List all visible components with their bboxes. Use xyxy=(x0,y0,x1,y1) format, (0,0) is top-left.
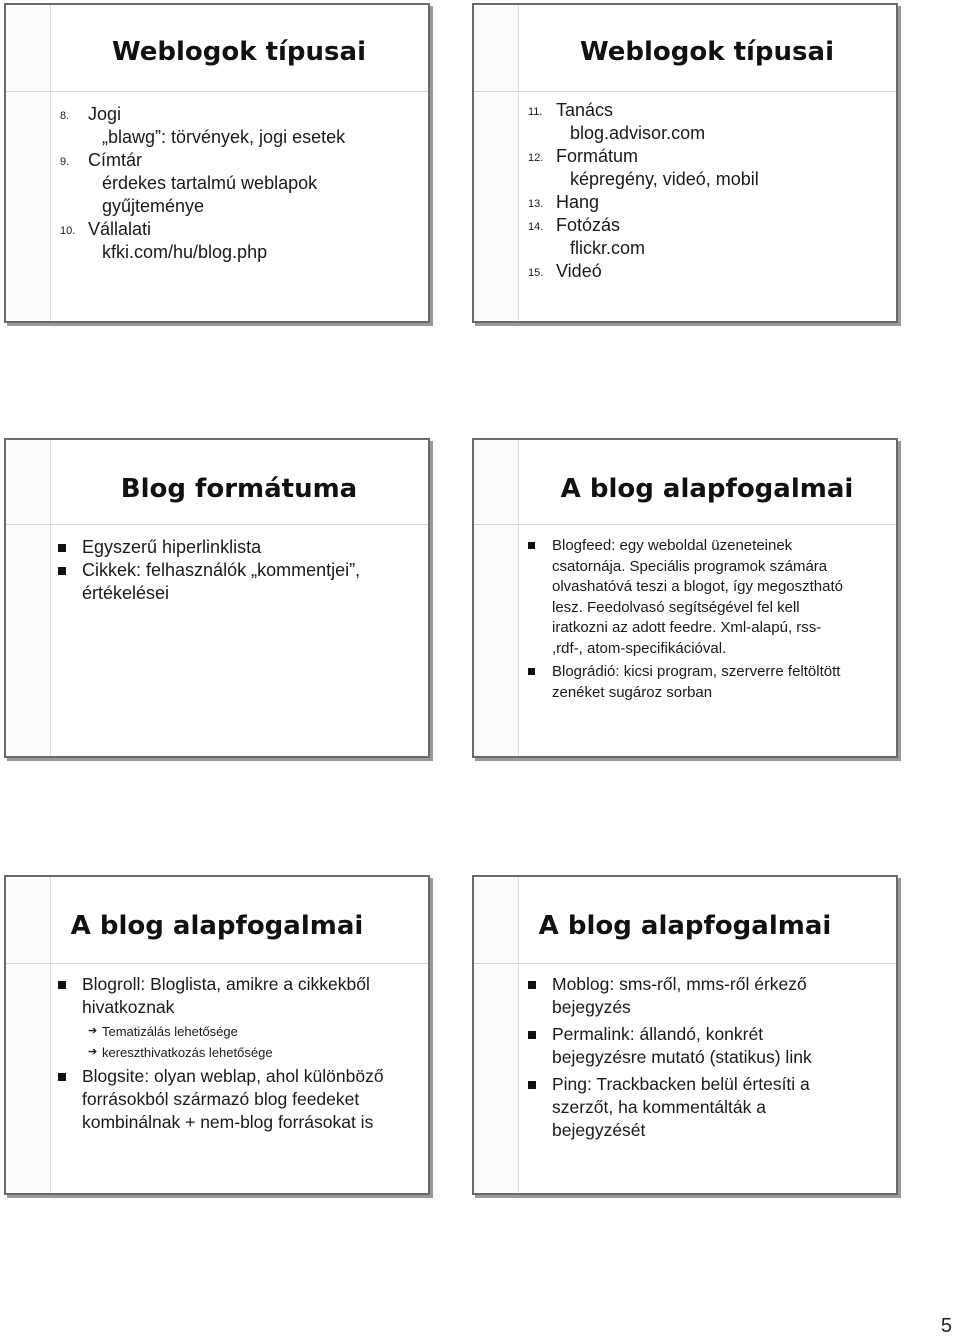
arrow-right-icon: ➔ xyxy=(88,1046,98,1058)
slide-blog-alapfogalmai-3 xyxy=(472,875,898,1195)
slide-title: A blog alapfogalmai xyxy=(70,911,364,941)
list-item: 15. Videó xyxy=(528,261,602,281)
list-item: 13. Hang xyxy=(528,192,600,212)
list-item: 11. Tanács blog.advisor.com xyxy=(528,100,706,143)
list-item: 10. Vállalati kfki.com/hu/blog.php xyxy=(60,219,268,262)
slide-title: Weblogok típusai xyxy=(580,37,834,67)
page-number: 5 xyxy=(940,1315,952,1337)
list-item: Cikkek: felhasználók „kommentjei”, értékelései xyxy=(58,559,414,605)
numbered-list xyxy=(60,103,414,264)
slide-weblogok-tipusai-1 xyxy=(4,3,430,323)
sub-arrow-list xyxy=(58,1021,414,1063)
slide-title: A blog alapfogalmai xyxy=(538,911,832,941)
list-item: 8. Jogi „blawg”: törvények, jogi esetek xyxy=(60,104,346,147)
list-item: Ping: Trackbacken belül értesíti a szerzőt, ha kommentálták a bejegyzését xyxy=(528,1073,882,1142)
list-item: Blogfeed: egy weboldal üzeneteinek csatornája. Speciális programok számára olvashatóvá teszi a blogot, így megosztható lesz. Feedolvasó segítségével fel kell iratkozni az adott feedre. Xml-alapú, rss- ,rdf-, atom-specifikációval. xyxy=(528,536,882,659)
bullet-square-icon xyxy=(58,567,66,575)
list-item: Egyszerű hiperlinklista xyxy=(58,536,414,559)
bullet-square-icon xyxy=(58,1073,66,1081)
bullet-square-icon xyxy=(58,544,66,552)
list-item: ➔ Tematizálás lehetősége xyxy=(88,1021,414,1042)
list-item: 14. Fotózás flickr.com xyxy=(528,215,646,258)
arrow-right-icon: ➔ xyxy=(88,1025,98,1037)
slide-blog-formatuma xyxy=(4,438,430,758)
list-item: Blográdió: kicsi program, szerverre feltöltött zenéket sugároz sorban xyxy=(528,662,882,703)
list-item: 12. Formátum képregény, videó, mobil xyxy=(528,146,759,189)
bullet-square-icon xyxy=(528,1031,536,1039)
bullet-list xyxy=(528,536,882,703)
list-item: 9. Címtár érdekes tartalmú weblapok gyűjteménye xyxy=(60,150,318,216)
bullet-square-icon xyxy=(528,542,535,549)
bullet-square-icon xyxy=(528,1081,536,1089)
list-item: Permalink: állandó, konkrét bejegyzésre mutató (statikus) link xyxy=(528,1023,882,1069)
slide-title: A blog alapfogalmai xyxy=(560,474,854,504)
bullet-square-icon xyxy=(528,981,536,989)
bullet-square-icon xyxy=(528,668,535,675)
slide-body xyxy=(58,973,414,1134)
slide-title: Blog formátuma xyxy=(120,474,358,504)
list-item: Blogroll: Bloglista, amikre a cikkekből hivatkoznak xyxy=(58,973,414,1019)
slide-blog-alapfogalmai-1 xyxy=(472,438,898,758)
slide-weblogok-tipusai-2 xyxy=(472,3,898,323)
numbered-list xyxy=(528,99,882,283)
bullet-list xyxy=(58,536,414,605)
slide-blog-alapfogalmai-2 xyxy=(4,875,430,1195)
slide-title: Weblogok típusai xyxy=(112,37,366,67)
list-item: Blogsite: olyan weblap, ahol különböző forrásokból származó blog feedeket kombinálnak + nem-blog forrásokat is xyxy=(58,1065,414,1134)
list-item: Moblog: sms-ről, mms-ről érkező bejegyzés xyxy=(528,973,882,1019)
bullet-list xyxy=(58,973,414,1019)
bullet-list xyxy=(58,1065,414,1134)
bullet-list xyxy=(528,973,882,1142)
list-item: ➔ kereszthivatkozás lehetősége xyxy=(88,1042,414,1063)
bullet-square-icon xyxy=(58,981,66,989)
